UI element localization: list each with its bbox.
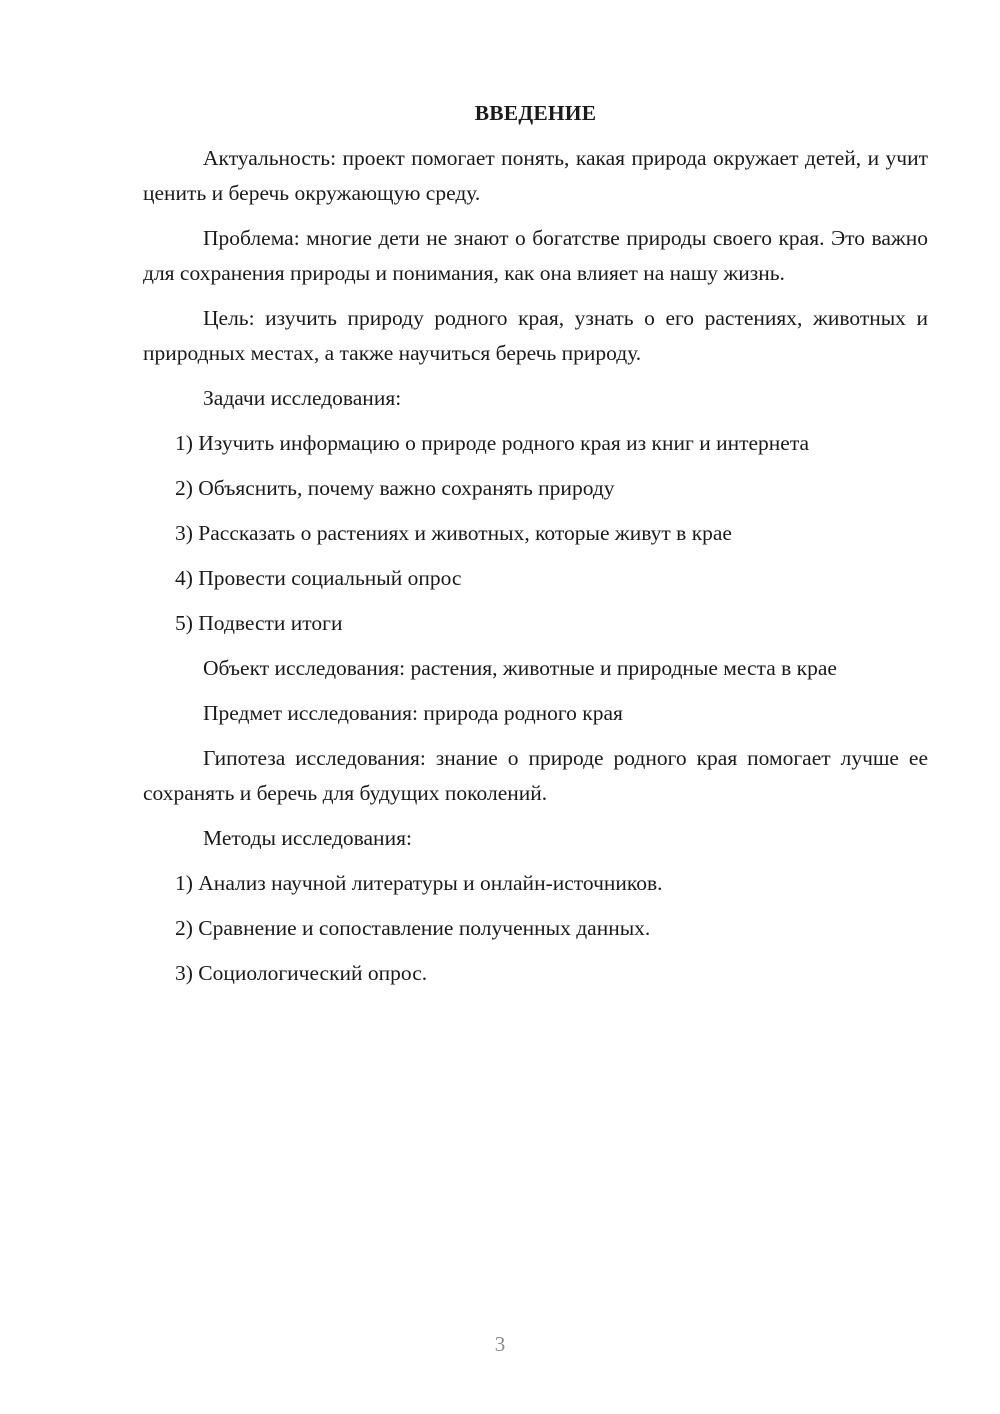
object-paragraph: Объект исследования: растения, животные и природные места в крае [203,656,837,680]
method-item: 3) Социологический опрос. [175,961,428,985]
task-item: 2) Объяснить, почему важно сохранять природу [175,476,615,500]
task-item: 4) Провести социальный опрос [175,566,462,590]
subject-paragraph: Предмет исследования: природа родного края [203,701,623,725]
methods-title: Методы исследования: [203,826,412,850]
tasks-title: Задачи исследования: [203,386,402,410]
task-item: 1) Изучить информацию о природе родного края из книг и интернета [175,431,810,455]
relevance-paragraph: Актуальность: проект помогает понять, какая природа окружает детей, и учит ценить и беречь окружающую среду. [143,146,928,205]
section-heading: ВВЕДЕНИЕ [474,101,597,125]
task-item: 5) Подвести итоги [175,611,343,635]
method-item: 2) Сравнение и сопоставление полученных данных. [175,916,651,940]
problem-paragraph: Проблема: многие дети не знают о богатстве природы своего края. Это важно для сохранения природы и понимания, как она влияет на нашу жизнь. [143,226,928,285]
method-item: 1) Анализ научной литературы и онлайн-источников. [175,871,663,895]
page-number: 3 [494,1332,506,1356]
task-item: 3) Рассказать о растениях и животных, которые живут в крае [175,521,732,545]
page-content [143,96,928,1001]
goal-paragraph: Цель: изучить природу родного края, узнать о его растениях, животных и природных местах, а также научиться беречь природу. [143,306,928,365]
hypothesis-paragraph: Гипотеза исследования: знание о природе родного края помогает лучше ее сохранять и беречь для будущих поколений. [143,746,928,805]
